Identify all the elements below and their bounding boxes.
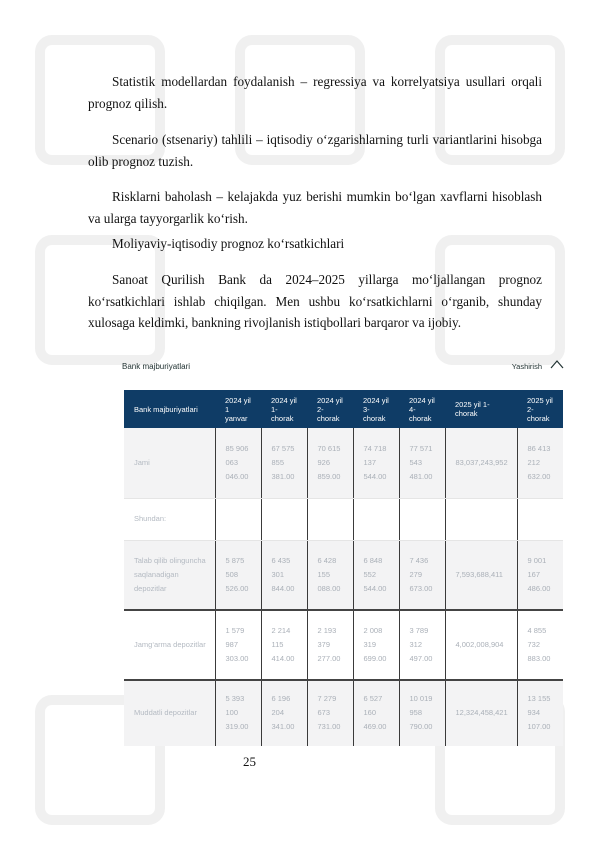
cell-value: 6 435 xyxy=(271,555,291,565)
cell-value: 6 848 xyxy=(363,555,383,565)
cell-value: 855 xyxy=(271,457,285,467)
header-cell-label xyxy=(124,390,215,428)
table-cell xyxy=(307,610,353,680)
header-text: chorak xyxy=(317,413,340,423)
paragraph-bank-forecast: Sanoat Qurilish Bank da 2024–2025 yillarga mo‘ljallangan prognoz ko‘rsatkichlari ishlab chiqilgan. Men ushbu ko‘rsatkichlarni o‘rganib, shunday xulosaga keldimki, bankning rivojlanish istiqbollari barqaror va ijobiy. xyxy=(88,272,542,330)
table-cell xyxy=(261,498,307,540)
header-cell-period xyxy=(353,390,399,428)
table-cell xyxy=(445,610,517,680)
cell-value: 155 xyxy=(317,569,331,579)
table-cell xyxy=(261,610,307,680)
cell-value: 4,002,008,904 xyxy=(455,640,504,649)
cell-value: 85 906 xyxy=(225,443,249,453)
header-cell-period xyxy=(399,390,445,428)
table-row xyxy=(124,610,563,680)
table-cell xyxy=(399,498,445,540)
table-cell xyxy=(215,680,261,746)
cell-value: 844.00 xyxy=(271,583,295,593)
cell-value: 543 xyxy=(409,457,423,467)
table-cell xyxy=(517,680,563,746)
table-cell xyxy=(517,540,563,610)
header-cell-period xyxy=(307,390,353,428)
header-text: 1 xyxy=(225,404,230,414)
cell-value: 731.00 xyxy=(317,722,341,732)
cell-value: 277.00 xyxy=(317,654,341,663)
cell-value: 6 428 xyxy=(317,555,337,565)
cell-value: 926 xyxy=(317,457,331,467)
row-label xyxy=(124,428,215,498)
cell-value: 74 718 xyxy=(363,443,387,453)
table-cell xyxy=(353,610,399,680)
cell-value: 3 789 xyxy=(409,626,429,635)
table-cell xyxy=(353,680,399,746)
header-text: 3- xyxy=(363,404,370,414)
header-text: 2- xyxy=(527,404,534,414)
cell-value: 13 155 xyxy=(527,694,551,704)
paragraph-scenario-analysis: Scenario (stsenariy) tahlili – iqtisodiy o‘zgarishlarning turli variantlarini hisobga olib prognoz tuzish. xyxy=(88,132,542,169)
cell-value: 77 571 xyxy=(409,443,433,453)
cell-value: 673 xyxy=(317,708,331,718)
cell-value: 544.00 xyxy=(363,471,387,481)
cell-value: 160 xyxy=(363,708,377,718)
table-cell xyxy=(261,428,307,498)
cell-value: 100 xyxy=(225,708,239,718)
row-label-text: Jami xyxy=(134,457,150,467)
hide-toggle[interactable]: Yashirish xyxy=(511,362,542,371)
cell-value: 5 875 xyxy=(225,555,245,565)
row-label-text: Muddatli depozitlar xyxy=(134,708,197,718)
table-row xyxy=(124,428,563,498)
table-cell xyxy=(353,540,399,610)
table-cell xyxy=(445,680,517,746)
cell-value: 86 413 xyxy=(527,443,551,453)
header-text: 2024 yil xyxy=(225,395,251,405)
table-cell xyxy=(215,498,261,540)
cell-value: 632.00 xyxy=(527,471,551,481)
cell-value: 6 196 xyxy=(271,694,291,704)
header-text: 2024 yil xyxy=(317,395,343,405)
cell-value: 303.00 xyxy=(225,654,249,663)
row-label xyxy=(124,680,215,746)
embedded-table-screenshot xyxy=(110,352,566,746)
cell-value: 137 xyxy=(363,457,377,467)
table-cell xyxy=(517,428,563,498)
cell-value: 6 527 xyxy=(363,694,383,704)
header-text: chorak xyxy=(409,413,432,423)
cell-value: 469.00 xyxy=(363,722,387,732)
header-text: 2024 yil xyxy=(409,395,435,405)
cell-value: 063 xyxy=(225,457,239,467)
cell-value: 341.00 xyxy=(271,722,295,732)
header-text: 2- xyxy=(317,404,324,414)
chevron-up-icon[interactable] xyxy=(550,358,564,370)
cell-value: 4 855 xyxy=(527,626,547,635)
header-text: 1- xyxy=(271,404,278,414)
table-cell xyxy=(399,680,445,746)
cell-value: 088.00 xyxy=(317,583,341,593)
cell-value: 319.00 xyxy=(225,722,249,732)
cell-value: 699.00 xyxy=(363,654,387,663)
table-cell xyxy=(399,428,445,498)
table-cell xyxy=(261,540,307,610)
cell-value: 958 xyxy=(409,708,423,718)
cell-value: 319 xyxy=(363,640,377,649)
table-header-row xyxy=(124,390,563,428)
table-row xyxy=(124,498,563,540)
cell-value: 2 008 xyxy=(363,626,383,635)
header-text: chorak xyxy=(363,413,386,423)
cell-value: 486.00 xyxy=(527,583,551,593)
cell-value: 526.00 xyxy=(225,583,249,593)
cell-value: 552 xyxy=(363,569,377,579)
cell-value: 379 xyxy=(317,640,331,649)
cell-value: 204 xyxy=(271,708,285,718)
cell-value: 7 279 xyxy=(317,694,337,704)
table-cell xyxy=(353,498,399,540)
table-cell xyxy=(215,428,261,498)
cell-value: 12,324,458,421 xyxy=(455,708,508,718)
table-cell xyxy=(517,610,563,680)
header-text: 4- xyxy=(409,404,416,414)
table-cell xyxy=(353,428,399,498)
table-cell xyxy=(215,540,261,610)
header-text: 2025 yil 1- xyxy=(455,400,490,409)
cell-value: 70 615 xyxy=(317,443,341,453)
header-text: chorak xyxy=(527,413,550,423)
cell-value: 10 019 xyxy=(409,694,433,704)
paragraph-risk-assessment: Risklarni baholash – kelajakda yuz berishi mumkin bo‘lgan xavflarni hisoblash va ularga tayyorgarlik ko‘rish. xyxy=(88,189,542,226)
cell-value: 732 xyxy=(527,640,541,649)
row-label xyxy=(124,610,215,680)
header-cell-period xyxy=(517,390,563,428)
cell-value: 312 xyxy=(409,640,423,649)
table-cell xyxy=(445,498,517,540)
table-cell xyxy=(307,428,353,498)
row-label-text: Shundan: xyxy=(134,514,167,523)
header-text: chorak xyxy=(455,409,478,418)
cell-value: 107.00 xyxy=(527,722,551,732)
cell-value: 2 214 xyxy=(271,626,291,635)
cell-value: 859.00 xyxy=(317,471,341,481)
cell-value: 7 436 xyxy=(409,555,429,565)
cell-value: 414.00 xyxy=(271,654,295,663)
cell-value: 67 575 xyxy=(271,443,295,453)
cell-value: 883.00 xyxy=(527,654,551,663)
cell-value: 301 xyxy=(271,569,285,579)
cell-value: 279 xyxy=(409,569,423,579)
cell-value: 83,037,243,952 xyxy=(455,457,508,467)
cell-value: 381.00 xyxy=(271,471,295,481)
cell-value: 544.00 xyxy=(363,583,387,593)
row-label xyxy=(124,498,215,540)
page-number: 25 xyxy=(243,754,256,769)
cell-value: 673.00 xyxy=(409,583,433,593)
cell-value: 7,593,688,411 xyxy=(455,569,503,579)
header-text: yanvar xyxy=(225,413,248,423)
screenshot-title: Bank majburiyatlari xyxy=(122,362,191,371)
cell-value: 508 xyxy=(225,569,239,579)
cell-value: 987 xyxy=(225,640,239,649)
cell-value: 9 001 xyxy=(527,555,547,565)
section-heading-forecast-indicators: Moliyaviy-iqtisodiy prognoz ko‘rsatkichlari xyxy=(112,236,345,251)
header-text: 2025 yil xyxy=(527,395,553,405)
row-label-text: saqlanadigan xyxy=(134,569,179,579)
table-cell xyxy=(517,498,563,540)
table-cell xyxy=(445,428,517,498)
table-cell xyxy=(399,540,445,610)
cell-value: 5 393 xyxy=(225,694,245,704)
cell-value: 046.00 xyxy=(225,471,249,481)
table-cell xyxy=(261,680,307,746)
row-label-text: Talab qilib olinguncha xyxy=(134,555,206,565)
row-label-text: depozitlar xyxy=(134,583,167,593)
cell-value: 497.00 xyxy=(409,654,433,663)
table-row xyxy=(124,680,563,746)
liabilities-table xyxy=(124,390,563,746)
header-cell-period xyxy=(445,390,517,428)
row-label-text: Jamg‘arma depozitlar xyxy=(134,640,206,649)
table-row xyxy=(124,540,563,610)
table-cell xyxy=(445,540,517,610)
table-cell xyxy=(399,610,445,680)
header-cell-period xyxy=(261,390,307,428)
cell-value: 934 xyxy=(527,708,541,718)
cell-value: 1 579 xyxy=(225,626,245,635)
cell-value: 790.00 xyxy=(409,722,433,732)
cell-value: 2 193 xyxy=(317,626,337,635)
header-text: chorak xyxy=(271,413,294,423)
header-cell-period xyxy=(215,390,261,428)
cell-value: 167 xyxy=(527,569,541,579)
table-cell xyxy=(215,610,261,680)
header-text: 2024 yil xyxy=(271,395,297,405)
cell-value: 212 xyxy=(527,457,541,467)
table-cell xyxy=(307,540,353,610)
cell-value: 115 xyxy=(271,640,284,649)
table-cell xyxy=(307,498,353,540)
header-text: 2024 yil xyxy=(363,395,389,405)
table-cell xyxy=(307,680,353,746)
header-text: Bank majburiyatlari xyxy=(134,404,198,414)
row-label xyxy=(124,540,215,610)
cell-value: 481.00 xyxy=(409,471,433,481)
paragraph-statistical-models: Statistik modellardan foydalanish – regressiya va korrelyatsiya usullari orqali prognoz qilish. xyxy=(88,74,542,111)
